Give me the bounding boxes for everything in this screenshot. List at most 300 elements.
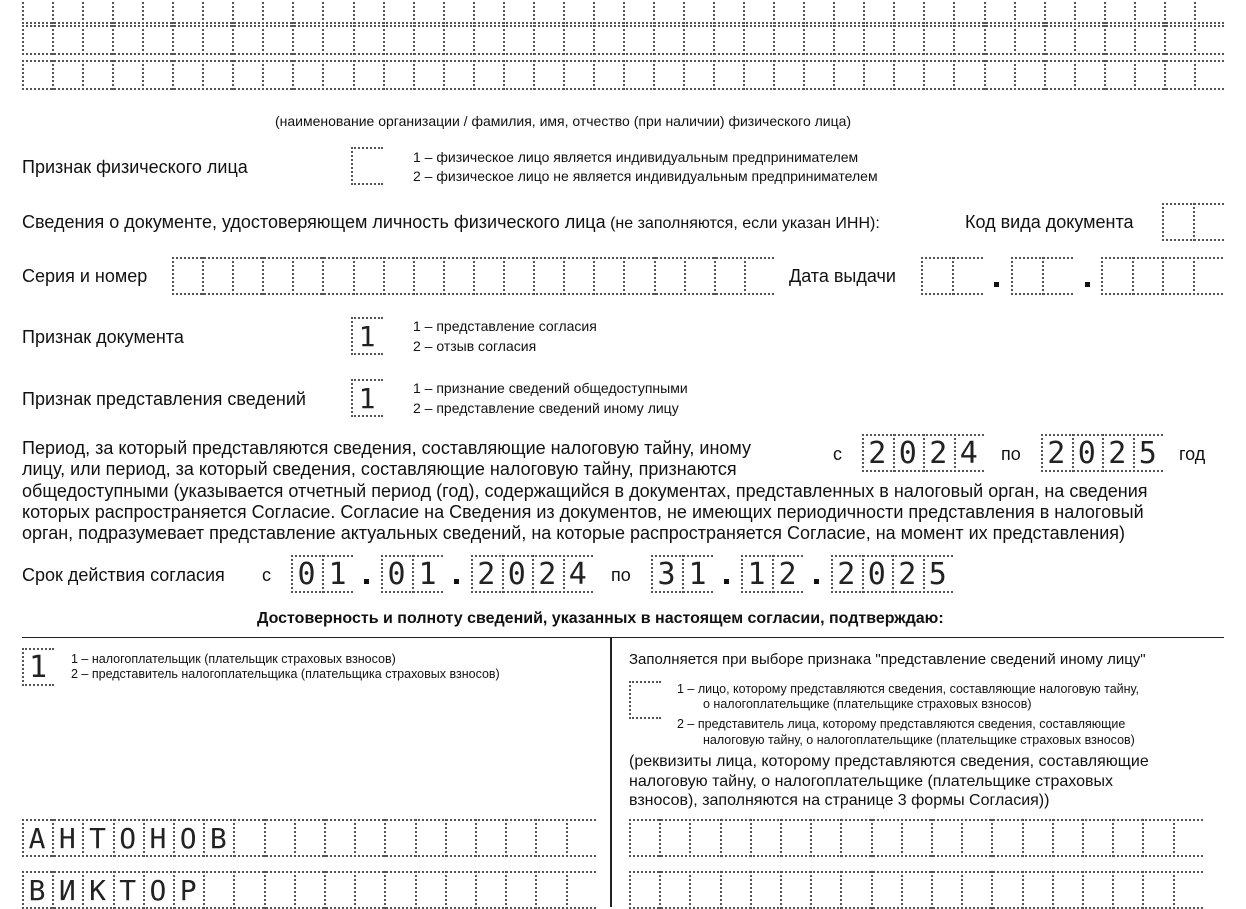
char-cell xyxy=(354,819,384,857)
issue-day-input[interactable] xyxy=(921,257,983,295)
char-cell xyxy=(112,60,142,90)
char-cell xyxy=(1104,25,1134,55)
priznak-doc-label: Признак документа xyxy=(22,327,184,347)
char-cell xyxy=(533,60,563,90)
char-cell xyxy=(689,871,719,909)
period-line-2: лицу, или период, за который сведения, составляющие налоговую тайну, признаются xyxy=(22,459,737,479)
char-cell xyxy=(1194,25,1224,55)
char-cell xyxy=(82,0,112,24)
char-cell xyxy=(921,257,952,295)
char-cell xyxy=(172,257,202,295)
period-to-input[interactable] xyxy=(1041,434,1163,472)
char-cell xyxy=(773,0,803,24)
validity-from-year[interactable] xyxy=(471,555,593,593)
char-cell xyxy=(1194,0,1224,24)
char-cell xyxy=(52,60,82,90)
char-cell xyxy=(383,0,413,24)
char-cell xyxy=(294,819,324,857)
char-cell: 2 xyxy=(862,434,893,472)
char-cell xyxy=(443,257,473,295)
char-cell xyxy=(893,0,923,24)
char-cell xyxy=(1194,60,1224,90)
char-cell xyxy=(713,60,743,90)
char-cell xyxy=(684,257,714,295)
char-cell xyxy=(714,257,744,295)
recipient-note-2: налоговую тайну, о налогоплательщике (плательщике страховых xyxy=(629,773,1113,790)
char-cell: О xyxy=(113,819,143,857)
char-cell xyxy=(984,0,1014,24)
period-line-1: Период, за который представляются сведения, составляющие налоговую тайну, иному xyxy=(22,438,751,458)
char-cell xyxy=(1074,0,1104,24)
char-cell xyxy=(952,257,983,295)
char-cell xyxy=(52,0,82,24)
char-cell xyxy=(863,0,893,24)
char-cell xyxy=(264,819,294,857)
char-cell xyxy=(1074,60,1104,90)
char-cell xyxy=(720,871,750,909)
char-cell xyxy=(292,0,322,24)
char-cell xyxy=(292,257,322,295)
recipient-option-1b: о налогоплательщике (плательщике страховых взносов) xyxy=(703,697,1032,711)
char-cell xyxy=(232,25,262,55)
char-cell xyxy=(623,257,653,295)
char-cell xyxy=(563,0,593,24)
char-cell xyxy=(383,60,413,90)
char-cell xyxy=(931,819,961,857)
name-row-1[interactable] xyxy=(22,0,1224,24)
char-cell xyxy=(840,819,870,857)
char-cell xyxy=(473,257,503,295)
char-cell xyxy=(563,257,593,295)
char-cell xyxy=(533,0,563,24)
char-cell xyxy=(984,25,1014,55)
char-cell xyxy=(1044,25,1074,55)
char-cell: 1 xyxy=(351,317,383,355)
char-cell xyxy=(623,60,653,90)
char-cell: И xyxy=(52,871,82,909)
signer-type-option-1: 1 – налогоплательщик (плательщик страховых взносов) xyxy=(71,652,396,666)
char-cell xyxy=(413,60,443,90)
char-cell xyxy=(563,25,593,55)
char-cell xyxy=(353,25,383,55)
char-cell xyxy=(1164,60,1194,90)
char-cell xyxy=(202,60,232,90)
char-cell xyxy=(1164,25,1194,55)
char-cell xyxy=(863,25,893,55)
char-cell xyxy=(262,257,292,295)
char-cell xyxy=(833,60,863,90)
priznak-sved-option-2: 2 – представление сведений иному лицу xyxy=(413,400,679,416)
char-cell: 1 xyxy=(741,555,772,593)
char-cell xyxy=(202,257,232,295)
char-cell xyxy=(1022,871,1052,909)
char-cell xyxy=(1052,871,1082,909)
priznak-doc-input[interactable] xyxy=(351,317,383,355)
char-cell xyxy=(22,25,52,55)
char-cell: А xyxy=(22,819,52,857)
char-cell xyxy=(629,819,659,857)
priznak-fl-input[interactable] xyxy=(351,147,383,185)
char-cell xyxy=(292,25,322,55)
char-cell: 0 xyxy=(291,555,322,593)
series-label: Серия и номер xyxy=(22,266,148,286)
char-cell xyxy=(803,0,833,24)
char-cell xyxy=(743,25,773,55)
char-cell xyxy=(654,257,684,295)
char-cell: 1 xyxy=(412,555,443,593)
char-cell xyxy=(142,0,172,24)
char-cell xyxy=(773,60,803,90)
char-cell xyxy=(683,25,713,55)
char-cell xyxy=(750,819,780,857)
char-cell xyxy=(593,25,623,55)
char-cell xyxy=(322,60,352,90)
validity-to-day[interactable] xyxy=(651,555,713,593)
char-cell xyxy=(1082,819,1112,857)
char-cell xyxy=(566,819,596,857)
recipient-option-1a: 1 – лицо, которому представляются сведения, составляющие налоговую тайну, xyxy=(677,682,1140,696)
char-cell xyxy=(505,819,535,857)
column-divider-line xyxy=(610,637,612,907)
char-cell xyxy=(863,60,893,90)
first-name-input[interactable] xyxy=(22,871,596,909)
period-from-input[interactable] xyxy=(862,434,984,472)
char-cell xyxy=(172,25,202,55)
priznak-sved-input[interactable] xyxy=(351,379,383,417)
char-cell xyxy=(294,871,324,909)
doc-code-input[interactable] xyxy=(1162,203,1224,241)
char-cell xyxy=(262,60,292,90)
char-cell xyxy=(923,0,953,24)
char-cell: 2 xyxy=(532,555,563,593)
char-cell xyxy=(713,25,743,55)
doc-info-note: (не заполняются, если указан ИНН): xyxy=(605,215,880,232)
date-separator-dot xyxy=(994,282,999,287)
name-row-3[interactable] xyxy=(22,60,1224,90)
char-cell xyxy=(1134,0,1164,24)
char-cell xyxy=(292,60,322,90)
char-cell xyxy=(653,60,683,90)
char-cell xyxy=(353,257,383,295)
char-cell xyxy=(1112,819,1142,857)
char-cell xyxy=(629,871,659,909)
char-cell: О xyxy=(143,871,173,909)
char-cell xyxy=(593,0,623,24)
char-cell xyxy=(1142,871,1172,909)
char-cell xyxy=(1042,257,1073,295)
recipient-option-2b: налоговую тайну, о налогоплательщике (плательщике страховых взносов) xyxy=(703,733,1135,747)
char-cell xyxy=(1044,60,1074,90)
char-cell: 1 xyxy=(322,555,353,593)
char-cell xyxy=(533,257,563,295)
char-cell xyxy=(1193,257,1224,295)
char-cell xyxy=(1132,257,1163,295)
char-cell: 0 xyxy=(862,555,893,593)
char-cell: 5 xyxy=(923,555,954,593)
char-cell xyxy=(629,681,661,719)
char-cell xyxy=(172,60,202,90)
char-cell xyxy=(743,60,773,90)
recipient-row-2[interactable] xyxy=(629,871,1203,909)
char-cell: 0 xyxy=(502,555,533,593)
char-cell xyxy=(322,257,352,295)
validity-from-day[interactable] xyxy=(291,555,353,593)
char-cell xyxy=(112,25,142,55)
char-cell xyxy=(535,871,565,909)
char-cell xyxy=(991,871,1021,909)
char-cell xyxy=(142,25,172,55)
char-cell xyxy=(953,0,983,24)
char-cell: 2 xyxy=(892,555,923,593)
char-cell xyxy=(803,60,833,90)
char-cell xyxy=(112,0,142,24)
char-cell xyxy=(773,25,803,55)
char-cell xyxy=(415,871,445,909)
char-cell: 2 xyxy=(1041,434,1072,472)
char-cell xyxy=(505,871,535,909)
char-cell xyxy=(803,25,833,55)
char-cell xyxy=(535,819,565,857)
char-cell xyxy=(810,819,840,857)
char-cell xyxy=(893,60,923,90)
char-cell xyxy=(833,0,863,24)
period-year-label: год xyxy=(1179,444,1206,464)
char-cell: 2 xyxy=(923,434,954,472)
char-cell: Р xyxy=(173,871,203,909)
name-row-2[interactable] xyxy=(22,25,1224,55)
char-cell: 1 xyxy=(22,648,54,686)
char-cell xyxy=(893,25,923,55)
char-cell: В xyxy=(22,871,52,909)
char-cell xyxy=(232,0,262,24)
char-cell xyxy=(961,819,991,857)
period-from-label: с xyxy=(833,444,842,464)
char-cell xyxy=(1164,0,1194,24)
recipient-note-3: взносов), заполняются на странице 3 формы Согласия)) xyxy=(629,792,1050,809)
priznak-sved-label: Признак представления сведений xyxy=(22,389,306,409)
char-cell xyxy=(961,871,991,909)
name-caption: (наименование организации / фамилия, имя, отчество (при наличии) физического лица) xyxy=(275,113,852,129)
char-cell xyxy=(503,257,533,295)
char-cell xyxy=(1044,0,1074,24)
priznak-sved-option-1: 1 – признание сведений общедоступными xyxy=(413,380,688,396)
char-cell xyxy=(233,871,263,909)
char-cell xyxy=(264,871,294,909)
char-cell xyxy=(383,25,413,55)
char-cell: Т xyxy=(113,871,143,909)
char-cell xyxy=(324,819,354,857)
char-cell xyxy=(840,871,870,909)
priznak-fl-label: Признак физического лица xyxy=(22,157,248,177)
issue-date-label: Дата выдачи xyxy=(789,266,896,286)
char-cell xyxy=(593,60,623,90)
char-cell xyxy=(689,819,719,857)
char-cell xyxy=(1074,25,1104,55)
char-cell xyxy=(1104,60,1134,90)
char-cell xyxy=(871,819,901,857)
char-cell xyxy=(780,819,810,857)
validity-label: Срок действия согласия xyxy=(22,565,225,585)
validity-from-month[interactable] xyxy=(381,555,443,593)
date-separator-dot xyxy=(454,579,459,584)
char-cell xyxy=(653,0,683,24)
issue-year-input[interactable] xyxy=(1101,257,1223,295)
char-cell xyxy=(1173,819,1203,857)
char-cell xyxy=(683,0,713,24)
char-cell xyxy=(52,25,82,55)
char-cell xyxy=(351,147,383,185)
char-cell xyxy=(1142,819,1172,857)
char-cell xyxy=(1134,60,1164,90)
priznak-fl-option-1: 1 – физическое лицо является индивидуальным предпринимателем xyxy=(413,149,859,165)
priznak-doc-option-2: 2 – отзыв согласия xyxy=(413,338,537,354)
char-cell xyxy=(1101,257,1132,295)
char-cell xyxy=(443,60,473,90)
char-cell xyxy=(82,25,112,55)
char-cell xyxy=(659,819,689,857)
char-cell xyxy=(353,0,383,24)
char-cell xyxy=(1112,871,1142,909)
validity-to-year[interactable] xyxy=(831,555,953,593)
char-cell xyxy=(953,60,983,90)
period-to-label: по xyxy=(1001,444,1021,464)
char-cell xyxy=(354,871,384,909)
issue-month-input[interactable] xyxy=(1011,257,1073,295)
date-separator-dot xyxy=(364,579,369,584)
char-cell: 5 xyxy=(1133,434,1164,472)
section-divider-line xyxy=(22,637,1224,638)
char-cell xyxy=(202,0,232,24)
char-cell xyxy=(750,871,780,909)
char-cell xyxy=(1162,203,1193,241)
period-line-5: орган, подразумевает представление актуальных сведений, на которые распространяется Согласие, на момент их представления) xyxy=(22,523,1125,543)
char-cell: 2 xyxy=(772,555,803,593)
char-cell: 1 xyxy=(682,555,713,593)
char-cell xyxy=(503,0,533,24)
char-cell: 0 xyxy=(381,555,412,593)
char-cell xyxy=(202,25,232,55)
date-separator-dot xyxy=(724,579,729,584)
char-cell xyxy=(233,819,263,857)
char-cell xyxy=(713,0,743,24)
char-cell xyxy=(1022,819,1052,857)
char-cell xyxy=(82,60,112,90)
char-cell xyxy=(1082,871,1112,909)
char-cell xyxy=(384,819,414,857)
priznak-doc-option-1: 1 – представление согласия xyxy=(413,318,597,334)
char-cell xyxy=(1014,0,1044,24)
char-cell xyxy=(623,0,653,24)
char-cell: 2 xyxy=(1102,434,1133,472)
surname-input[interactable] xyxy=(22,819,596,857)
char-cell xyxy=(383,257,413,295)
char-cell xyxy=(566,871,596,909)
char-cell xyxy=(923,60,953,90)
char-cell xyxy=(871,871,901,909)
char-cell xyxy=(475,871,505,909)
char-cell xyxy=(503,60,533,90)
signer-type-option-2: 2 – представитель налогоплательщика (плательщика страховых взносов) xyxy=(71,667,500,681)
period-line-3: общедоступными (указывается отчетный период (год), содержащийся в документах, представленных в налоговый орган, на сведения xyxy=(22,481,1148,501)
char-cell xyxy=(1052,819,1082,857)
char-cell xyxy=(413,0,443,24)
char-cell xyxy=(322,0,352,24)
char-cell: Т xyxy=(82,819,112,857)
char-cell xyxy=(443,0,473,24)
char-cell xyxy=(931,871,961,909)
char-cell xyxy=(22,60,52,90)
char-cell xyxy=(203,871,233,909)
char-cell xyxy=(1104,0,1134,24)
char-cell xyxy=(901,871,931,909)
char-cell xyxy=(262,25,292,55)
recipient-row-1[interactable] xyxy=(629,819,1203,857)
char-cell xyxy=(593,257,623,295)
doc-info-main: Сведения о документе, удостоверяющем личность физического лица xyxy=(22,212,606,232)
char-cell xyxy=(353,60,383,90)
char-cell xyxy=(1014,60,1044,90)
char-cell xyxy=(475,819,505,857)
validity-to-month[interactable] xyxy=(741,555,803,593)
char-cell: Н xyxy=(143,819,173,857)
char-cell xyxy=(533,25,563,55)
char-cell xyxy=(473,0,503,24)
char-cell xyxy=(473,25,503,55)
period-line-4: которых распространяется Согласие. Согласие на Сведения из документов, не имеющих периодичности представления в налоговый xyxy=(22,502,1144,522)
char-cell xyxy=(780,871,810,909)
char-cell xyxy=(1162,257,1193,295)
signer-type-input[interactable] xyxy=(22,648,54,686)
right-title: Заполняется при выборе признака "представление сведений иному лицу" xyxy=(629,651,1146,668)
char-cell: 1 xyxy=(351,379,383,417)
char-cell xyxy=(833,25,863,55)
char-cell: 0 xyxy=(893,434,924,472)
char-cell xyxy=(1134,25,1164,55)
char-cell xyxy=(720,819,750,857)
series-input[interactable] xyxy=(172,257,774,295)
char-cell: 2 xyxy=(471,555,502,593)
char-cell: В xyxy=(203,819,233,857)
char-cell xyxy=(473,60,503,90)
char-cell xyxy=(1011,257,1042,295)
char-cell xyxy=(262,0,292,24)
date-separator-dot xyxy=(814,579,819,584)
char-cell xyxy=(623,25,653,55)
char-cell xyxy=(991,819,1021,857)
date-separator-dot xyxy=(1085,282,1090,287)
validity-from-label: с xyxy=(262,565,271,585)
char-cell xyxy=(744,257,774,295)
char-cell xyxy=(142,60,172,90)
char-cell xyxy=(413,257,443,295)
doc-code-label: Код вида документа xyxy=(965,212,1134,232)
char-cell xyxy=(232,257,262,295)
char-cell xyxy=(683,60,713,90)
confirm-heading: Достоверность и полноту сведений, указанных в настоящем согласии, подтверждаю: xyxy=(257,610,944,627)
char-cell xyxy=(503,25,533,55)
char-cell xyxy=(443,25,473,55)
char-cell xyxy=(901,819,931,857)
char-cell: 0 xyxy=(1072,434,1103,472)
char-cell: Н xyxy=(52,819,82,857)
char-cell xyxy=(1173,871,1203,909)
char-cell xyxy=(324,871,354,909)
char-cell xyxy=(984,60,1014,90)
char-cell xyxy=(743,0,773,24)
char-cell: О xyxy=(173,819,203,857)
recipient-type-input[interactable] xyxy=(629,681,661,719)
doc-info-label xyxy=(22,212,880,233)
